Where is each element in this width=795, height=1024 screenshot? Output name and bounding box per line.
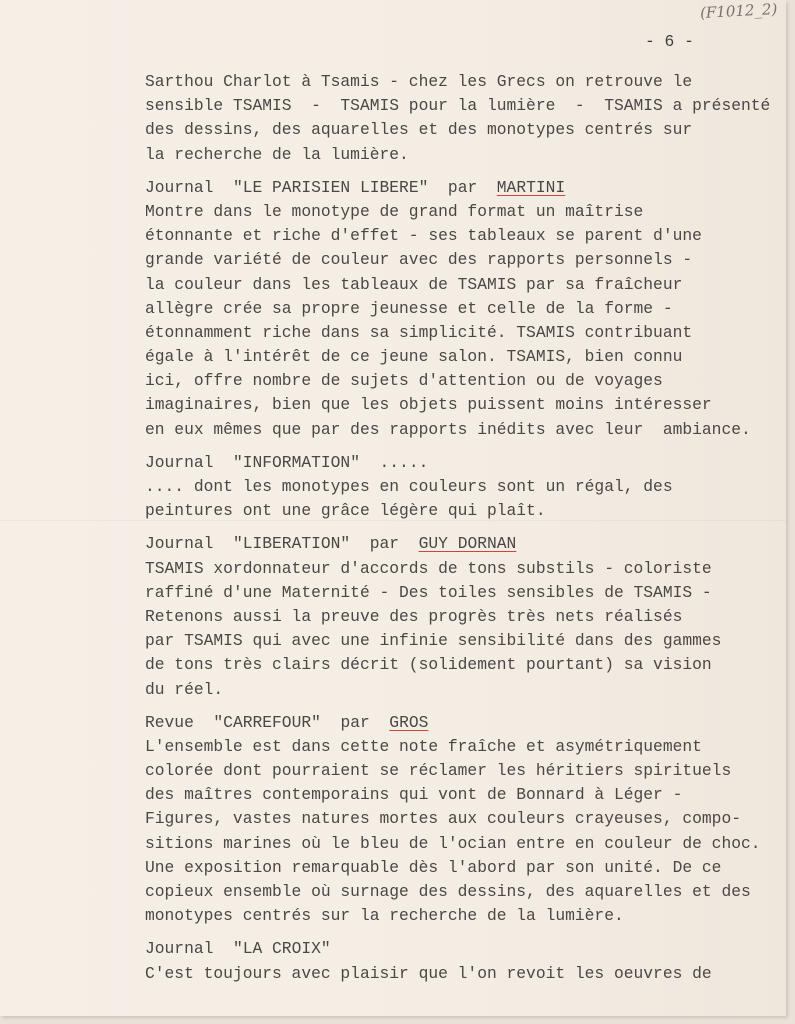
text-line: imaginaires, bien que les objets puissent moins intéresser — [145, 395, 712, 415]
text-line: Montre dans le monotype de grand format un maîtrise — [145, 201, 644, 221]
text-line: en eux mêmes que par des rapports inédits avec leur ambiance. — [145, 419, 751, 439]
press-excerpt — [145, 70, 770, 167]
text-line: égale à l'intérêt de ce jeune salon. TSAMIS, bien connu — [145, 347, 683, 367]
text-line: grande variété de couleur avec des rapports personnels - — [145, 250, 693, 270]
publication-type: Journal — [145, 177, 214, 197]
publication-type: Journal — [145, 939, 214, 959]
by-label: par — [447, 177, 478, 197]
text-line: sensible TSAMIS - TSAMIS pour la lumière - TSAMIS a présenté — [145, 96, 771, 116]
text-line: monotypes centrés sur la recherche de la lumière. — [145, 906, 624, 926]
text-line: du réel. — [145, 679, 224, 699]
excerpt-heading — [145, 532, 770, 556]
text-line: sitions marines où le bleu de l'ocian entre en couleur de choc. — [145, 833, 761, 853]
document-body — [145, 70, 770, 995]
press-excerpt — [145, 532, 770, 701]
author-name: ..... — [379, 452, 429, 472]
author-name: GROS — [389, 712, 429, 732]
press-excerpt — [145, 451, 770, 524]
text-line: étonnante et riche d'effet - ses tableaux se parent d'une — [145, 226, 702, 246]
text-line: L'ensemble est dans cette note fraîche et asymétriquement — [145, 736, 702, 756]
publication-title: "LA CROIX" — [232, 939, 331, 959]
text-line: copieux ensemble où surnage des dessins, des aquarelles et des — [145, 882, 751, 901]
text-line: colorée dont pourraient se réclamer les héritiers spirituels — [145, 761, 732, 781]
text-line: Figures, vastes natures mortes aux couleurs crayeuses, compo- — [145, 809, 741, 829]
text-line: des maîtres contemporains qui vont de Bonnard à Léger - — [145, 785, 683, 805]
press-excerpt — [145, 937, 770, 985]
excerpt-heading — [145, 937, 770, 961]
text-line: étonnamment riche dans sa simplicité. TSAMIS contribuant — [145, 322, 693, 342]
author-name: GUY DORNAN — [418, 534, 517, 554]
text-line: C'est toujours avec plaisir que l'on revoit les oeuvres de — [145, 963, 712, 983]
press-excerpt — [145, 176, 770, 442]
text-line: Sarthou Charlot à Tsamis - chez les Grecs on retrouve le — [145, 72, 693, 91]
text-line: raffiné d'une Maternité - Des toiles sensibles de TSAMIS - — [145, 582, 712, 602]
text-line: par TSAMIS qui avec une infinie sensibilité dans des gammes — [145, 631, 722, 651]
publication-title: "CARREFOUR" — [213, 712, 321, 732]
text-line: des dessins, des aquarelles et des monotypes centrés sur — [145, 120, 693, 140]
excerpt-heading — [145, 176, 770, 200]
page-number: - 6 - — [645, 32, 694, 51]
text-line: Retenons aussi la preuve des progrès très nets réalisés — [145, 606, 683, 626]
press-excerpt — [145, 711, 770, 929]
excerpt-heading — [145, 451, 770, 475]
author-name: MARTINI — [496, 177, 566, 197]
archive-reference: (F1012_2) — [699, 0, 778, 23]
text-line: Une exposition remarquable dès l'abord par son unité. De ce — [145, 857, 722, 877]
text-line: la couleur dans les tableaux de TSAMIS par sa fraîcheur — [145, 274, 683, 294]
publication-title: "INFORMATION" — [232, 452, 360, 472]
text-line: .... dont les monotypes en couleurs sont un régal, des — [145, 477, 673, 496]
publication-title: "LE PARISIEN LIBERE" — [232, 177, 429, 197]
text-line: peintures ont une grâce légère qui plaît. — [145, 501, 546, 521]
publication-title: "LIBERATION" — [232, 534, 351, 554]
publication-type: Journal — [145, 534, 214, 554]
text-line: TSAMIS xordonnateur d'accords de tons substils - coloriste — [145, 558, 712, 578]
text-line: ici, offre nombre de sujets d'attention ou de voyages — [145, 371, 663, 391]
text-line: la recherche de la lumière. — [145, 144, 409, 164]
text-line: allègre crée sa propre jeunesse et celle de la forme - — [145, 298, 673, 318]
publication-type: Journal — [145, 452, 214, 472]
publication-type: Revue — [145, 712, 194, 732]
by-label: par — [340, 712, 370, 732]
text-line: de tons très clairs décrit (solidement pourtant) sa vision — [145, 655, 712, 675]
excerpt-heading — [145, 711, 770, 735]
by-label: par — [369, 534, 400, 554]
